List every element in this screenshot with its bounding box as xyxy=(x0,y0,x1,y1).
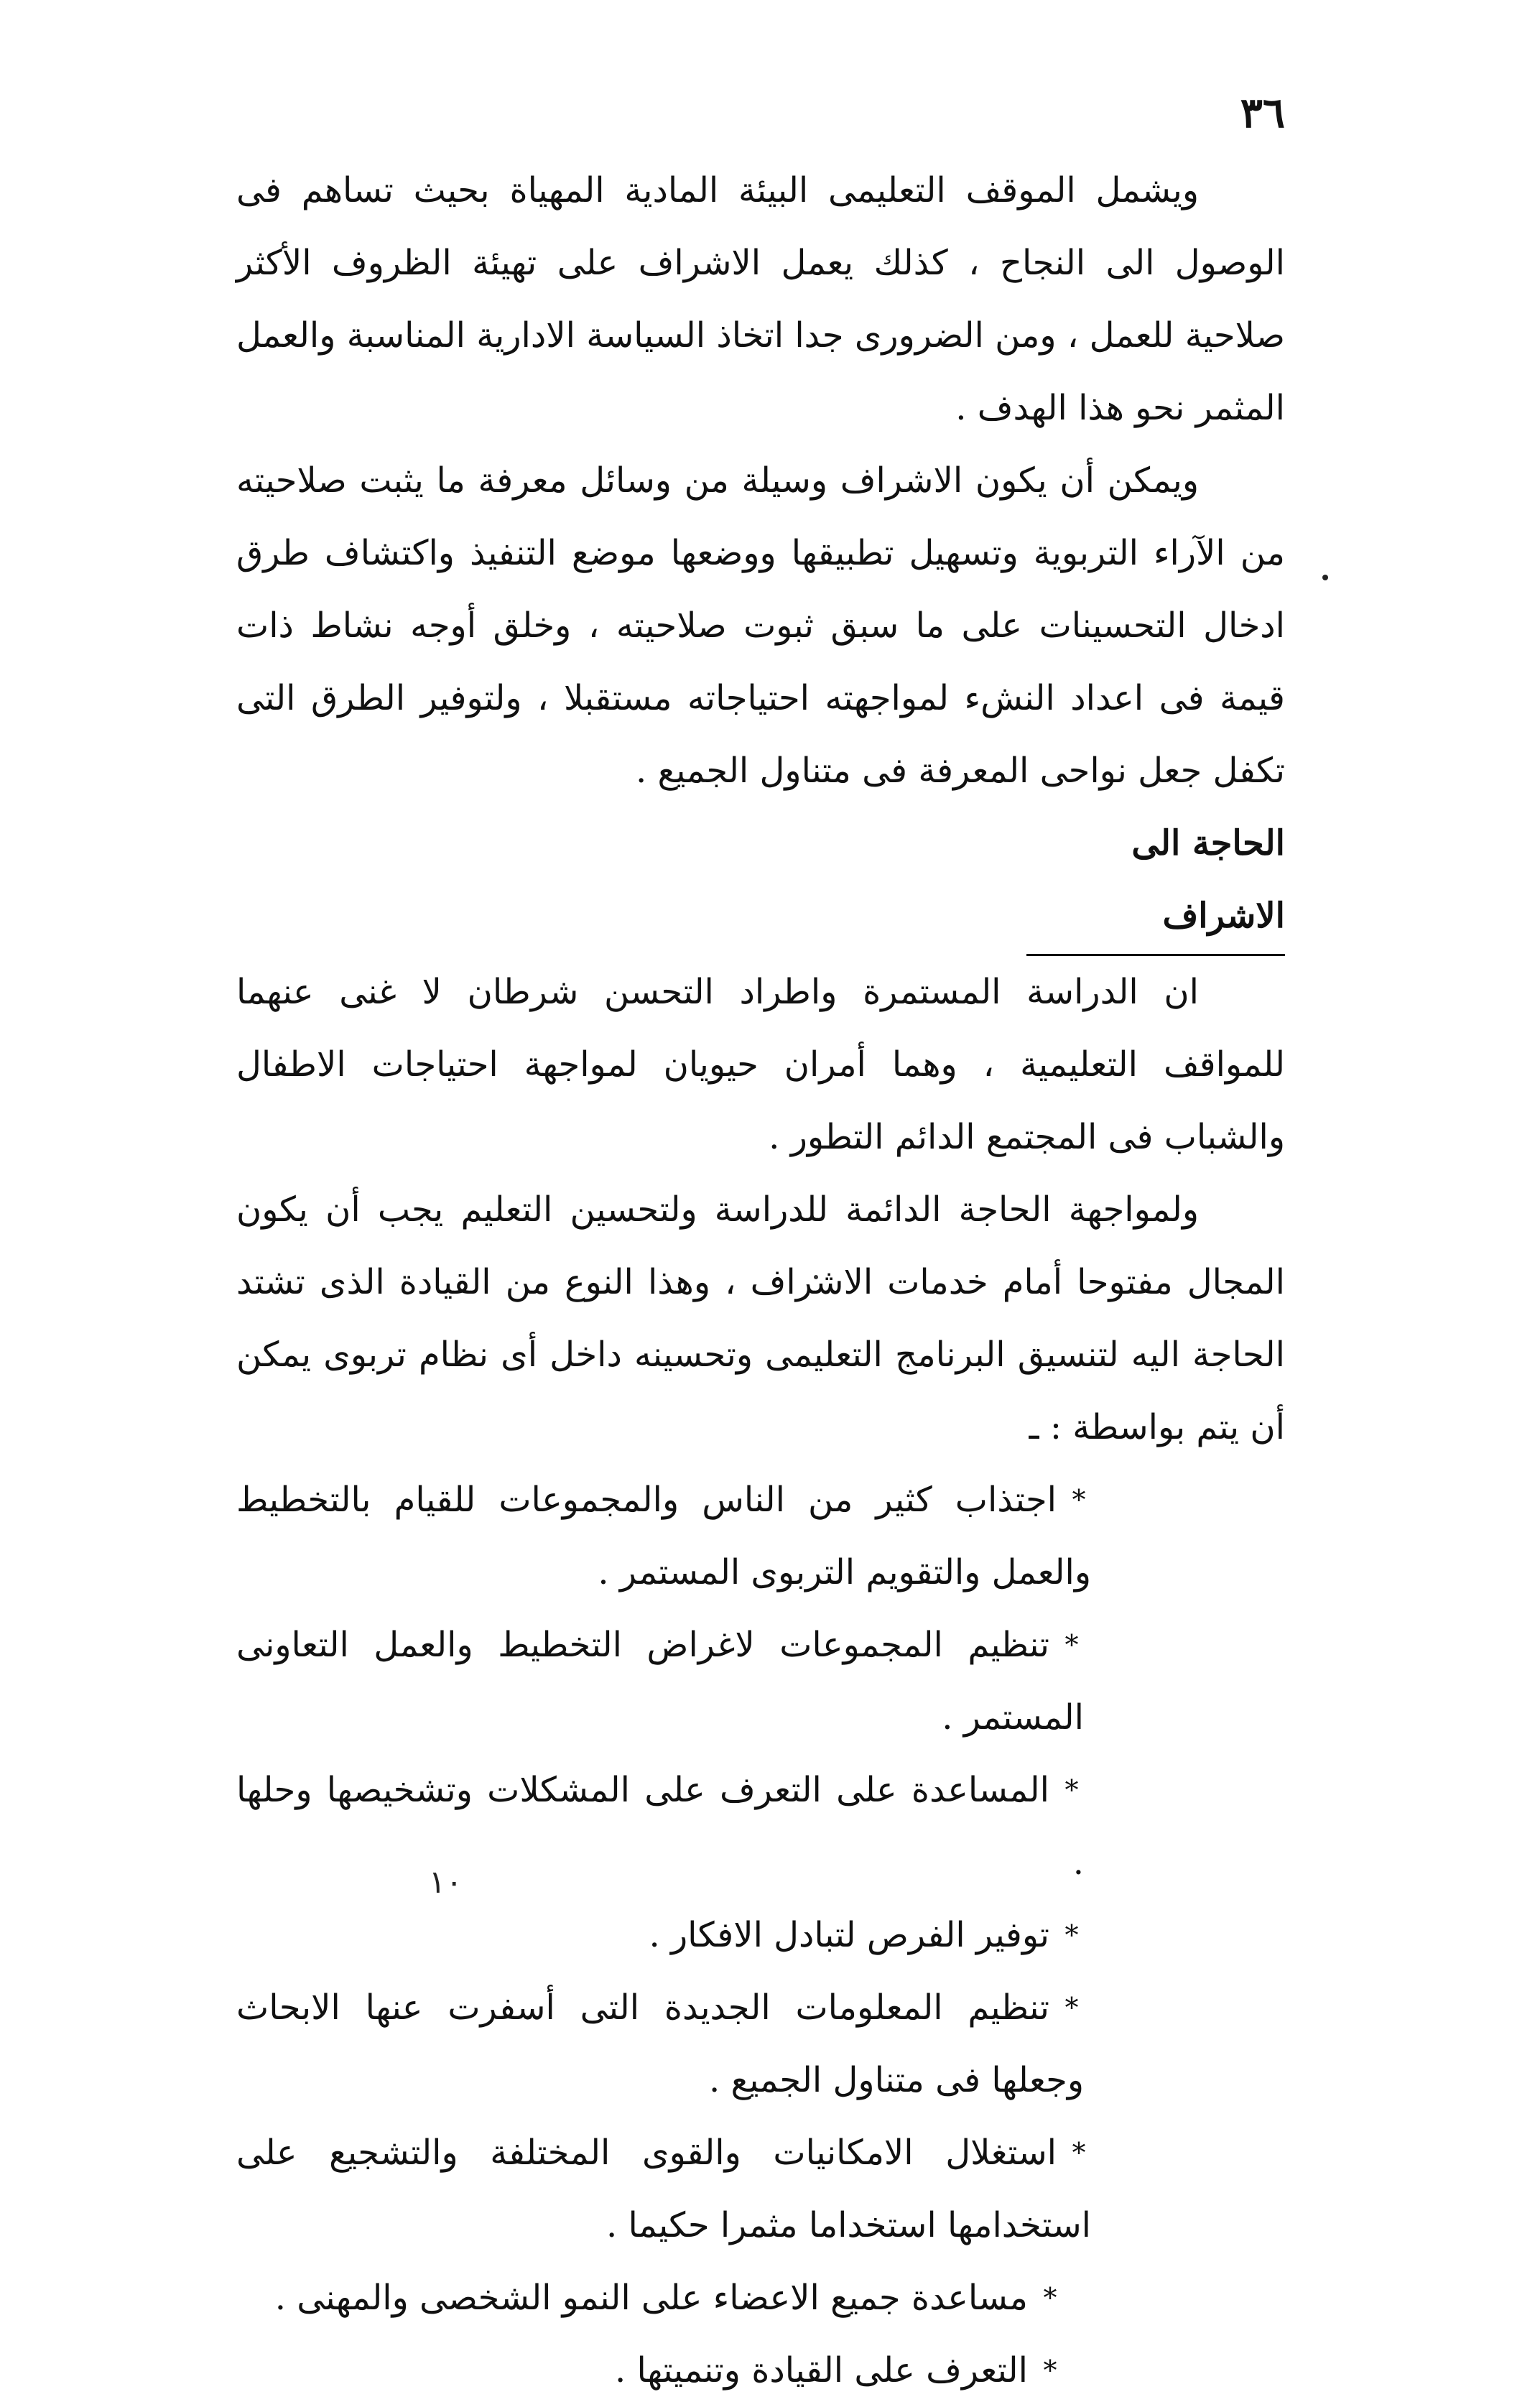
list-item xyxy=(236,2334,1285,2407)
list-item xyxy=(236,1972,1285,2117)
star-bullet-icon: * xyxy=(1043,2355,1057,2386)
paragraph-meeting-needs: ولمواجهة الحاجة الدائمة للدراسة ولتحسين التعليم يجب أن يكون المجال مفتوحا أمام خدمات الاشراف ، وهذا النوع من القيادة الذى تشتد الحاجة اليه لتنسيق البرنامج التعليمى وتحسينه داخل أى نظام تربوى يمكن أن يتم بواسطة : ـ xyxy=(236,1189,1285,1447)
paragraph-supervision-means: ويمكن أن يكون الاشراف وسيلة من وسائل معرفة ما يثبت صلاحيته من الآراء التربوية وتسهيل تطبيقها ووضعها موضع التنفيذ واكتشاف طرق ادخال التحسينات على ما سبق ثبوت صلاحيته ، وخلق أوجه نشاط ذات قيمة فى اعداد النشء لمواجهته احتياجاته مستقبلا ، ولتوفير الطرق التى تكفل جعل نواحى المعرفة فى متناول الجميع . xyxy=(236,460,1286,791)
margin-note: ١٠ xyxy=(428,1864,463,1901)
list-item-text: اجتذاب كثير من الناس والمجموعات للقيام بالتخطيط والعمل والتقويم التربوى المستمر . xyxy=(236,1480,1091,1592)
star-bullet-icon: * xyxy=(1043,2282,1057,2314)
margin-dot xyxy=(1322,575,1328,580)
list-item xyxy=(236,1899,1285,1972)
star-bullet-icon: * xyxy=(1072,2137,1086,2169)
list-item-text: تنظيم المجموعات لاغراض التخطيط والعمل التعاونى المستمر . xyxy=(236,1625,1084,1738)
section-heading: الحاجة الى الاشراف xyxy=(1026,807,1285,956)
paragraph-learning-environment: ويشمل الموقف التعليمى البيئة المادية المهياة بحيث تساهم فى الوصول الى النجاح ، كذلك يعمل الاشراف على تهيئة الظروف الأكثر صلاحية للعمل ، ومن الضرورى جدا اتخاذ السياسة الادارية المناسبة والعمل المثمر نحو هذا الهدف . xyxy=(236,170,1285,428)
paragraph-continuous-study: ان الدراسة المستمرة واطراد التحسن شرطان لا غنى عنهما للمواقف التعليمية ، وهما أمران حيويان لمواجهة احتياجات الاطفال والشباب فى المجتمع الدائم التطور . xyxy=(236,972,1285,1157)
star-bullet-icon: * xyxy=(1064,1992,1079,2023)
bullet-list xyxy=(236,1464,1285,2407)
list-item xyxy=(236,1609,1285,1754)
list-item xyxy=(236,2262,1285,2334)
list-item xyxy=(236,1464,1285,1609)
star-bullet-icon: * xyxy=(1072,1484,1086,1516)
list-item-text: توفير الفرص لتبادل الافكار . xyxy=(649,1915,1049,1955)
body-text xyxy=(236,154,1285,2407)
list-item-text: مساعدة جميع الاعضاء على النمو الشخصى والمهنى . xyxy=(274,2278,1028,2318)
list-item-text: التعرف على القيادة وتنميتها . xyxy=(614,2350,1028,2390)
list-item-text: تنظيم المعلومات الجديدة التى أسفرت عنها الابحاث وجعلها فى متناول الجميع . xyxy=(236,1988,1084,2100)
page-number: ٣٦ xyxy=(1240,88,1285,137)
list-item xyxy=(236,1754,1285,1899)
star-bullet-icon: * xyxy=(1064,1774,1079,1806)
list-item xyxy=(236,2117,1285,2262)
star-bullet-icon: * xyxy=(1064,1629,1079,1661)
list-item-text: المساعدة على التعرف على المشكلات وتشخيصها وحلها . xyxy=(236,1770,1084,1883)
list-item-text: استغلال الامكانيات والقوى المختلفة والتشجيع على استخدامها استخداما مثمرا حكيما . xyxy=(236,2133,1091,2245)
star-bullet-icon: * xyxy=(1064,1919,1079,1951)
